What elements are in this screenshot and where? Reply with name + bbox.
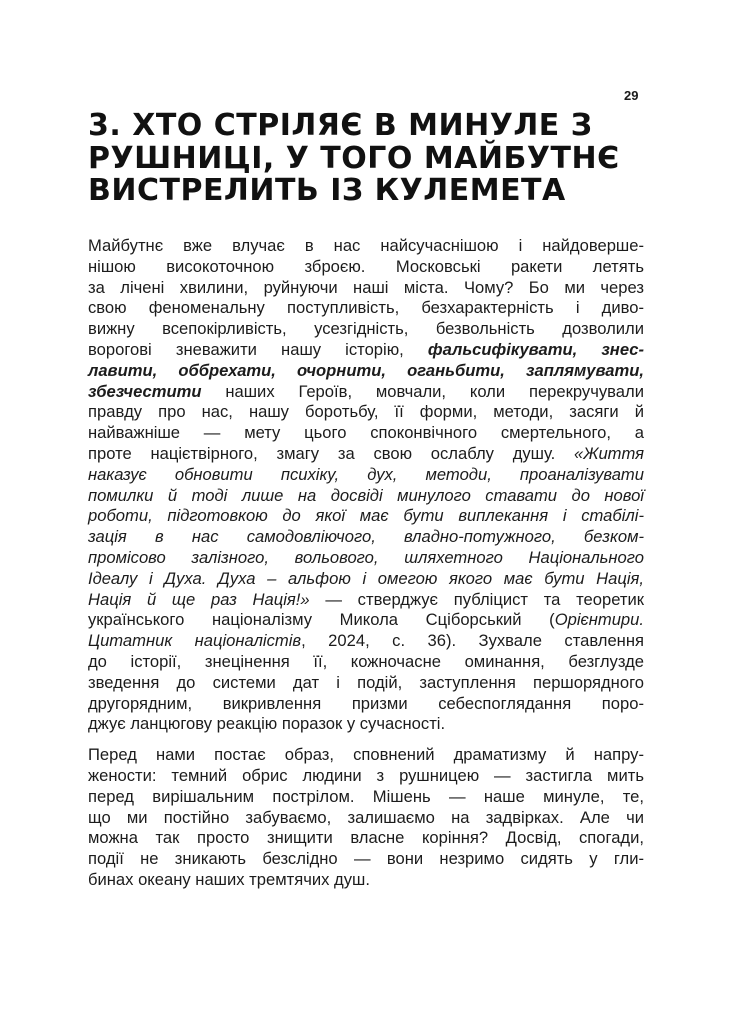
text-line: другорядним, викривлення призми себеспоглядання поро- (88, 693, 644, 713)
text-line: до історії, знецінення її, кожночасне оминання, безглузде (88, 651, 644, 671)
emphasis-line: лавити, оббрехати, очорнити, оганьбити, заплямувати, (88, 360, 644, 380)
text-line: вижну всепокірливість, усезгідність, безвольність дозволили (88, 319, 644, 339)
text-line: події не зникають безслідно — вони незримо сидять у гли- (88, 849, 644, 869)
text-line: правду про нас, нашу боротьбу, її форми, методи, засяги й (88, 402, 644, 422)
text-line: найважніше — мету цього споконвічного смертельного, а (88, 423, 644, 443)
text-line (88, 631, 644, 652)
text-run: — стверджує публіцист та теоретик (309, 589, 645, 609)
chapter-title-line: РУШНИЦІ, У ТОГО МАЙБУТНЄ (88, 140, 620, 176)
chapter-title-line: 3. ХТО СТРІЛЯЄ В МИНУЛЕ З (88, 108, 593, 143)
emphasis-text: збезчестити (88, 381, 202, 401)
text-line: зведення до системи дат і подій, заступлення першорядного (88, 672, 644, 692)
text-line: свою феноменальну поступливість, безхарактерність і диво- (88, 298, 644, 318)
text-run: , 2024, с. 36). Зухвале ставлення (301, 631, 644, 651)
book-title: Орієнтири. (554, 610, 644, 630)
paragraph-1 (88, 236, 644, 735)
emphasis-text: фальсифікувати, знес- (427, 339, 644, 359)
body-text (88, 236, 644, 901)
paragraph-2 (88, 745, 644, 891)
quote-line: промісово залізного, вольового, шляхетного Національного (88, 547, 644, 567)
text-line (88, 382, 644, 403)
quote-text: «Життя (574, 443, 644, 463)
chapter-title (88, 108, 620, 208)
text-line (88, 590, 644, 611)
text-line (88, 610, 644, 631)
text-line: джує ланцюгову реакцію поразок у сучасності. (88, 714, 446, 734)
text-line: перед вирішальним пострілом. Мішень — наше минуле, те, (88, 786, 644, 806)
text-run: ворогові зневажити нашу історію, (88, 339, 428, 359)
text-line: нішою високоточною зброєю. Московські ракети летять (88, 256, 644, 276)
text-line: за лічені хвилини, руйнуючи наші міста. Чому? Бо ми через (88, 277, 644, 297)
text-line: бинах океану наших тремтячих душ. (88, 869, 370, 889)
text-line (88, 340, 644, 361)
quote-line: роботи, підготовкою до якої має бути виплекання і стабілі- (88, 506, 644, 526)
text-line: що ми постійно забуваємо, залишаємо на задвірках. Але чи (88, 807, 644, 827)
text-run: українського націоналізму Микола Сціборський ( (88, 610, 555, 630)
quote-line: Ідеалу і Духа. Духа – альфою і омегою якого має бути Нація, (88, 568, 644, 588)
text-run: проте націєтвірного, змагу за свою ослаблу душу. (88, 443, 574, 463)
text-line: жености: темний обрис людини з рушницею — застигла мить (88, 765, 644, 785)
text-line (88, 444, 644, 465)
text-line: Перед нами постає образ, сповнений драматизму й напру- (88, 745, 644, 765)
book-title: Цитатник націоналістів (88, 631, 302, 651)
quote-line: зація в нас самодовліючого, владно-потужного, безком- (88, 527, 644, 547)
text-line: можна так просто знищити власне коріння? Досвід, спогади, (88, 828, 644, 848)
chapter-title-line: ВИСТРЕЛИТЬ ІЗ КУЛЕМЕТА (88, 173, 566, 208)
quote-text: Нація й ще раз Нація!» (88, 589, 310, 609)
text-run: наших Героїв, мовчали, коли перекручували (201, 381, 644, 401)
page-number: 29 (624, 88, 639, 103)
quote-line: помилки й тоді лише на досвіді минулого ставати до нової (88, 485, 644, 505)
text-line: Майбутнє вже влучає в нас найсучаснішою і найдоверше- (88, 236, 644, 255)
quote-line: наказує обновити психіку, дух, методи, проаналізувати (88, 464, 644, 484)
